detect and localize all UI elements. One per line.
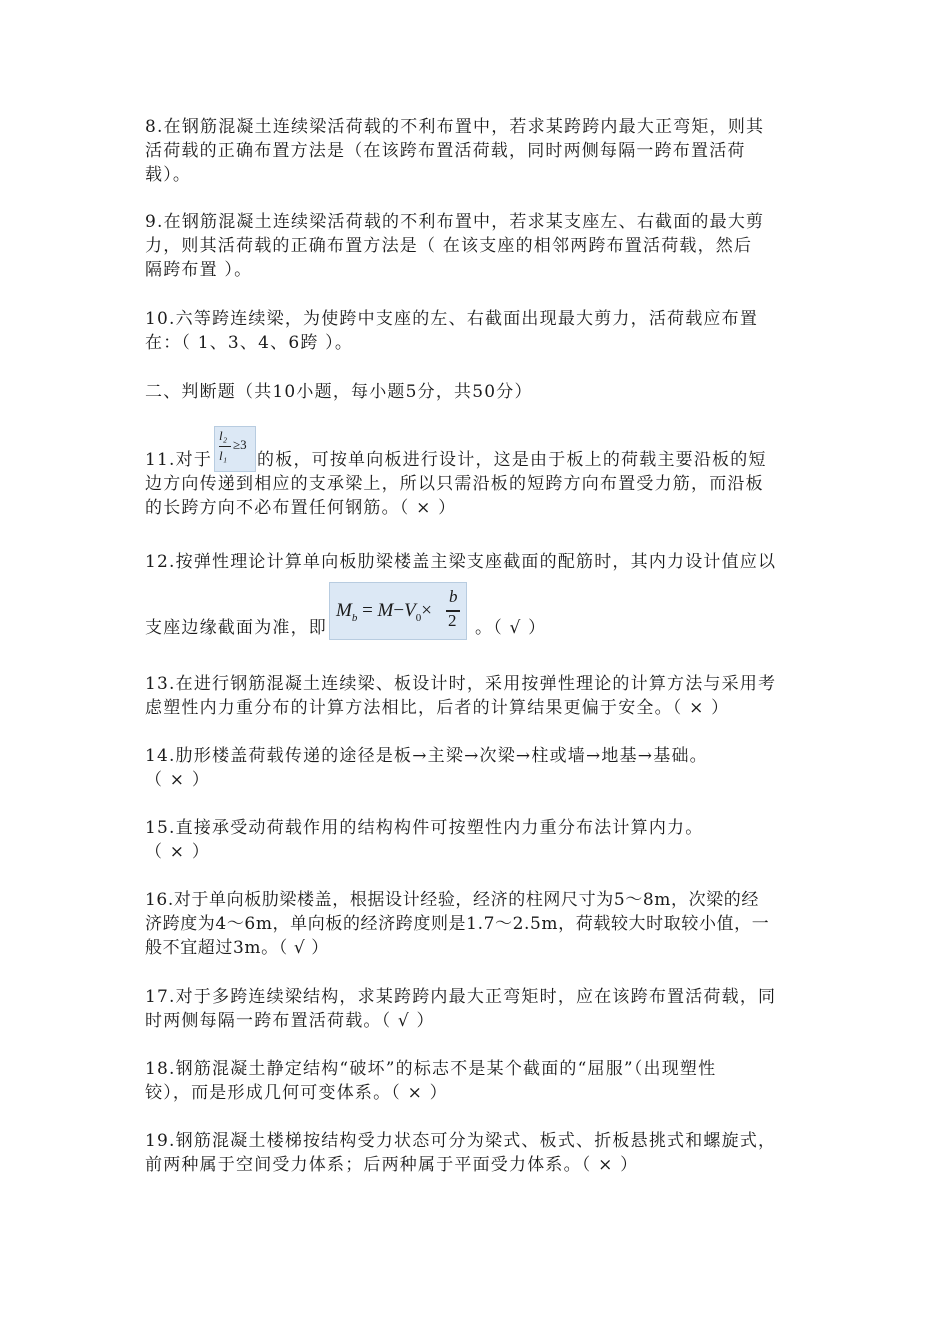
- text-line: 边方向传递到相应的支承梁上，所以只需沿板的短跨方向布置受力筋，而沿板: [145, 474, 764, 494]
- text-fragment: 。（ √ ）: [475, 618, 547, 638]
- text-fragment: 11.对于: [145, 450, 213, 470]
- text-line: 8.在钢筋混凝土连续梁活荷载的不利布置中，若求某跨跨内最大正弯矩，则其: [145, 117, 765, 137]
- text-line: 在：（ 1、3、4、6跨 ）。: [145, 333, 354, 353]
- text-line: 10.六等跨连续梁，为使跨中支座的左、右截面出现最大剪力，活荷载应布置: [145, 309, 759, 329]
- text-line: 15.直接承受动荷载作用的结构构件可按塑性内力重分布法计算内力。: [145, 818, 704, 838]
- question-19: [145, 1129, 810, 1177]
- text-line: 铰），而是形成几何可变体系。（ × ）: [145, 1083, 448, 1103]
- text-line: [145, 428, 810, 472]
- text-line: 虑塑性内力重分布的计算方法相比，后者的计算结果更偏于安全。（ × ）: [145, 698, 730, 718]
- formula-numerator: b: [449, 587, 458, 606]
- ratio-formula: [214, 426, 256, 472]
- text-fragment: 的板，可按单向板进行设计，这是由于板上的荷载主要沿板的短: [257, 450, 767, 470]
- text-line: 9.在钢筋混凝土连续梁活荷载的不利布置中，若求某支座左、右截面的最大剪: [145, 212, 765, 232]
- question-16: [145, 888, 810, 960]
- question-13: [145, 672, 810, 720]
- section-heading: [145, 380, 810, 404]
- text-line: 力，则其活荷载的正确布置方法是（ 在该支座的相邻两跨布置活荷载，然后: [145, 236, 753, 256]
- text-line: 的长跨方向不必布置任何钢筋。（ × ）: [145, 498, 457, 518]
- question-9: [145, 210, 810, 282]
- text-line: （ × ）: [145, 770, 211, 790]
- question-14: [145, 744, 810, 792]
- formula-numerator: l₂: [219, 428, 228, 443]
- formula-body: $M_b = M-V_0\times$: [336, 600, 432, 624]
- text-line: 载）。: [145, 165, 192, 185]
- text-line: 14.肋形楼盖荷载传递的途径是板→主梁→次梁→柱或墙→地基→基础。: [145, 746, 708, 766]
- text-line: 隔跨布置 ）。: [145, 260, 253, 280]
- text-line: 16.对于单向板肋梁楼盖，根据设计经验，经济的柱网尺寸为5～8m，次梁的经: [145, 890, 759, 910]
- text-line: 济跨度为4～6m，单向板的经济跨度则是1.7～2.5m，荷载较大时取较小值，一: [145, 914, 770, 934]
- text-line: [145, 580, 810, 640]
- question-11: [145, 428, 810, 520]
- formula-denominator: l₁: [219, 448, 228, 463]
- text-line: 般不宜超过3m。（ √ ）: [145, 938, 329, 958]
- question-15: [145, 816, 810, 864]
- formula-relation: ≥3: [233, 437, 247, 452]
- text-line: 19.钢筋混凝土楼梯按结构受力状态可分为梁式、板式、折板悬挑式和螺旋式，: [145, 1131, 777, 1151]
- text-line: 12.按弹性理论计算单向板肋梁楼盖主梁支座截面的配筋时，其内力设计值应以: [145, 552, 777, 572]
- fraction-bar: [219, 446, 231, 447]
- text-line: 时两侧每隔一跨布置活荷载。（ √ ）: [145, 1011, 435, 1031]
- text-line: 前两种属于空间受力体系；后两种属于平面受力体系。（ × ）: [145, 1155, 639, 1175]
- section-title: 二、判断题（共10小题，每小题5分，共50分）: [145, 382, 533, 402]
- text-line: 13.在进行钢筋混凝土连续梁、板设计时，采用按弹性理论的计算方法与采用考: [145, 674, 777, 694]
- question-17: [145, 985, 810, 1033]
- question-8: [145, 115, 810, 187]
- question-10: [145, 307, 810, 355]
- formula-denominator: 2: [448, 611, 457, 630]
- text-fragment: 支座边缘截面为准，即: [145, 618, 327, 638]
- question-18: [145, 1057, 810, 1105]
- text-line: （ × ）: [145, 842, 211, 862]
- moment-formula: [329, 582, 467, 640]
- text-line: 17.对于多跨连续梁结构，求某跨跨内最大正弯矩时，应在该跨布置活荷载，同: [145, 987, 777, 1007]
- text-line: 18.钢筋混凝土静定结构“破坏”的标志不是某个截面的“屈服”（出现塑性: [145, 1059, 717, 1079]
- question-12: [145, 550, 810, 640]
- text-line: 活荷载的正确布置方法是（在该跨布置活荷载，同时两侧每隔一跨布置活荷: [145, 141, 746, 161]
